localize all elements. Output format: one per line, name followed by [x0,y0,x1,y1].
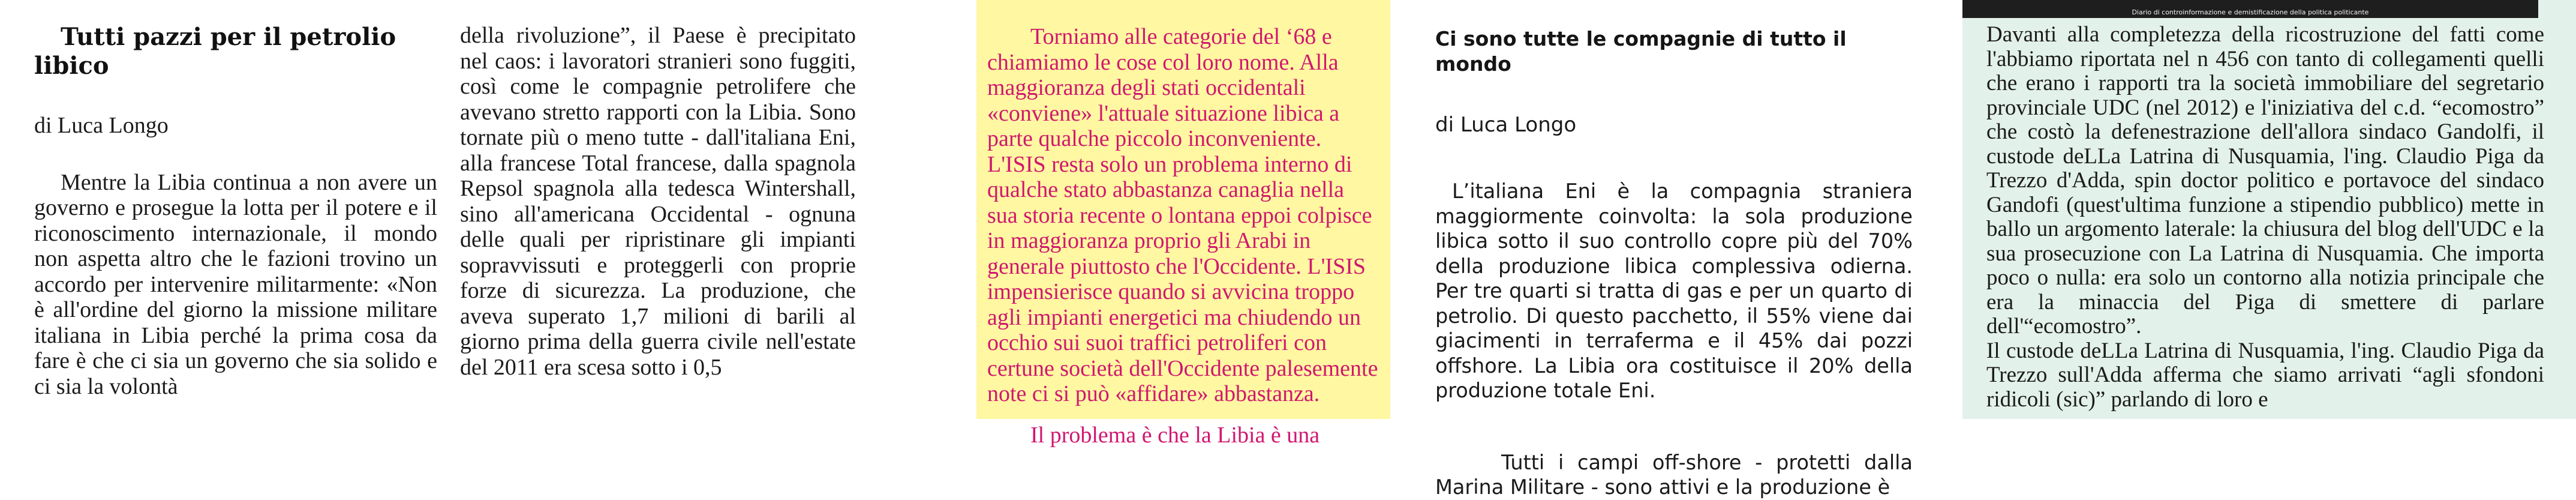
highlighted-paragraph-1: Torniamo alle categorie del ‘68 e chiamiamo le cose col loro nome. Alla maggioranza degli stati occidentali «conviene» l'attuale situazione libica a parte qualche piccolo inconveniente. L'ISIS resta solo un problema interno di qualche stato abbastanza canaglia nella sua storia recente o lontana eppoi colpisce in maggioranza proprio gli Arabi in generale piuttosto che l'Occidente. L'ISIS impensierisce quando si avvicina troppo agli impianti energetici ma chiudendo un occhio sui suoi traffici petroliferi con certune società dell'Occidente palesemente note ci si può «affidare» abbastanza. [987,24,1378,406]
article-headline: Tutti pazzi per il petrolio libico [34,23,396,80]
article-body-paragraph-2: L’italiana Eni è la compagnia straniera maggiormente coinvolta: la sola produzione libica sotto il suo controllo copre più del 70% della produzione libica complessiva odierna. Per tre quarti si tratta di gas e per un quarto di petrolio. Di questo pacchetto, il 55% viene dai giacimenti in terraferma e il 45% dai pozzi offshore. La Libia ora costituisce il 20% della produzione totale Eni. [1435,179,1913,402]
section-title: Ci sono tutte le compagnie di tutto il mondo [1435,27,1847,76]
article-column-1 [34,0,437,419]
highlighted-commentary-box [976,0,1390,448]
article-column-2 [460,0,856,419]
blog-paragraph-2: Il custode deLLa Latrina di Nusquamia, l'ing. Claudio Piga da Trezzo sull'Adda afferma che siamo arrivati “agli sfondoni ridicoli (sic)” parlando di loro e [1986,338,2544,412]
highlighted-paragraph-2: Il problema è che la Libia è una [1030,422,1320,448]
blog-panel [1962,0,2576,419]
article-byline-2: di Luca Longo [1435,113,1577,137]
masthead-tagline: Diario di controinformazione e demistificazione della politica politicante [2132,8,2369,16]
blog-paragraph-1: Davanti alla completezza della ricostruzione del fatti come l'abbiamo riportata nel n 456 con tanto di collegamenti quelli che erano i rapporti tra la società immobiliare del segretario provinciale UDC (nel 2012) e l'iniziativa del c.d. “ecomostro” che costò la defenestrazione dell'allora sindaco Gandolfi, il custode deLLa Latrina di Nusquamia, l'ing. Claudio Piga da Trezzo d'Adda, spin doctor politico e portavoce del sindaco Gandofi (quest'ultima funzione a stipendio pubblico) mette in ballo un argomento laterale: la chiusura del blog dell'UDC e la sua prosecuzione con La Latrina di Nusquamia. Che importa poco o nulla: era solo un contorno alla notizia principale che era la minaccia del Piga di smettere di parlare dell'“ecomostro”. [1986,22,2544,339]
article-body-paragraph: Mentre la Libia continua a non avere un governo e prosegue la lotta per il potere e il riconoscimento internazionale, il mondo non aspetta altro che le fazioni trovino un accordo per intervenire militarmente: «Non è all'ordine del giorno la missione militare italiana in Libia perché la prima cosa da fare è che ci sia un governo che sia solido e ci sia la volontà [34,169,437,399]
article-body-paragraph-3: Tutti i campi off-shore - protetti dalla Marina Militare - sono attivi e la produzione è [1435,450,1913,499]
article-body-continuation: della rivoluzione”, il Paese è precipitato nel caos: i lavoratori stranieri sono fuggiti, così come le compagnie petrolifere che avevano stretto rapporti con la Libia. Sono tornate più o meno tutte - dall'italiana Eni, alla francese Total francese, dalla spagnola Repsol spagnola alla tedesca Wintershall, sino all'americana Occidental - ognuna delle quali per ripristinare gli impianti sopravvissuti e proteggerli con proprie forze di sicurezza. La produzione, che aveva superato 1,7 milioni di barili al giorno prima della guerra civile nell'estate del 2011 era scesa sotto i 0,5 [460,23,856,380]
blog-masthead [1962,0,2538,18]
article-byline: di Luca Longo [34,113,169,138]
article-column-4 [1435,0,1913,499]
